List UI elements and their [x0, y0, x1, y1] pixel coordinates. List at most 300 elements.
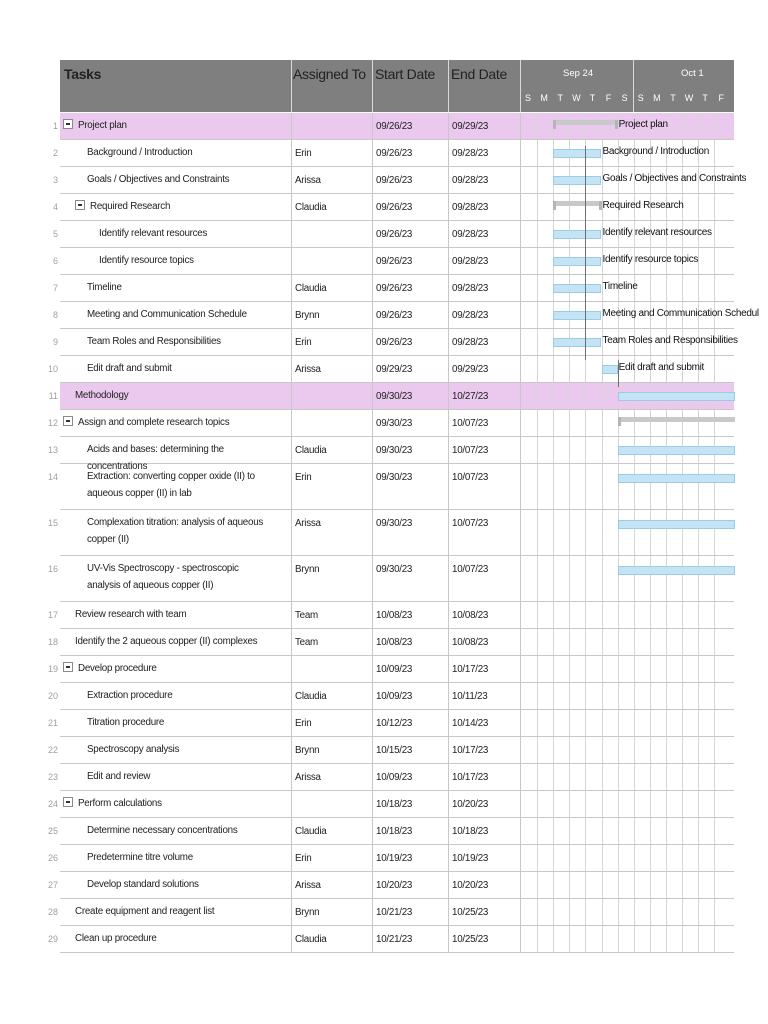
gantt-gridline: [714, 872, 715, 898]
day-letter: S: [525, 93, 532, 103]
gantt-gridline: [553, 818, 554, 844]
start-date-cell[interactable]: 10/18/23: [372, 791, 448, 817]
task-name: Extraction: converting copper oxide (II) to aqueous copper (II) in lab: [87, 471, 255, 499]
table-row[interactable]: [47, 656, 734, 683]
gantt-gridline: [553, 764, 554, 790]
gantt-gridline: [602, 764, 603, 790]
task-name-cell[interactable]: [60, 764, 291, 790]
row-number: 8: [52, 310, 58, 320]
gantt-gridline: [682, 629, 683, 655]
gantt-timeline-cell: [520, 113, 734, 139]
row-number: 10: [47, 364, 58, 374]
gantt-bar-label: Identify resource topics: [602, 254, 699, 265]
end-date-cell[interactable]: 10/17/23: [448, 764, 520, 790]
header-divider: [291, 60, 292, 112]
table-row[interactable]: [47, 764, 734, 791]
gantt-bar-label: Meeting and Communication Schedul: [602, 308, 759, 319]
start-date-cell[interactable]: 09/30/23: [372, 556, 448, 601]
gantt-gridline: [553, 356, 554, 382]
assignee-cell[interactable]: [291, 791, 372, 817]
task-bar[interactable]: [553, 149, 601, 158]
header-start-date[interactable]: Start Date: [375, 66, 436, 82]
task-name-cell[interactable]: [60, 194, 291, 220]
start-date-cell[interactable]: 10/08/23: [372, 602, 448, 628]
start-date-cell[interactable]: 09/30/23: [372, 464, 448, 509]
task-bar[interactable]: [553, 284, 601, 293]
task-name-cell[interactable]: [60, 602, 291, 628]
week-label-oct-1: Oct 1: [681, 68, 704, 79]
gantt-gridline: [537, 629, 538, 655]
header-end-date[interactable]: End Date: [451, 66, 507, 82]
table-row[interactable]: [47, 845, 734, 872]
task-bar[interactable]: [602, 365, 618, 374]
gantt-gridline: [553, 510, 554, 555]
end-date-cell[interactable]: 09/28/23: [448, 221, 520, 247]
end-date-cell[interactable]: 09/28/23: [448, 167, 520, 193]
task-name-cell[interactable]: [60, 140, 291, 166]
assignee-cell[interactable]: Erin: [291, 710, 372, 736]
gantt-gridline: [585, 872, 586, 898]
end-date-cell[interactable]: 10/17/23: [448, 737, 520, 763]
start-date-cell[interactable]: 10/20/23: [372, 872, 448, 898]
gantt-gridline: [585, 510, 586, 555]
assignee-cell[interactable]: Claudia: [291, 818, 372, 844]
assignee-cell[interactable]: [291, 113, 372, 139]
gantt-gridline: [618, 556, 619, 601]
row-number: 13: [47, 445, 58, 455]
table-row[interactable]: [52, 140, 734, 167]
gantt-gridline: [634, 510, 635, 555]
task-name: Acids and bases: determining the concentrations: [87, 444, 224, 472]
gantt-gridline: [585, 683, 586, 709]
start-date-cell[interactable]: 09/26/23: [372, 140, 448, 166]
gantt-gridline: [569, 710, 570, 736]
end-date-cell[interactable]: 10/07/23: [448, 410, 520, 436]
gantt-gridline: [569, 437, 570, 463]
collapse-toggle-icon[interactable]: [63, 662, 73, 672]
task-name-cell[interactable]: [60, 329, 291, 355]
assignee-cell[interactable]: Claudia: [291, 437, 372, 463]
gantt-gridline: [682, 926, 683, 952]
gantt-gridline: [666, 710, 667, 736]
gantt-gridline: [602, 737, 603, 763]
table-row[interactable]: [52, 221, 734, 248]
summary-bar[interactable]: [553, 120, 617, 125]
end-date-cell[interactable]: 09/28/23: [448, 329, 520, 355]
assignee-cell[interactable]: Arissa: [291, 167, 372, 193]
table-row[interactable]: [47, 356, 734, 383]
assignee-cell[interactable]: Arissa: [291, 510, 372, 555]
table-row[interactable]: [47, 602, 734, 629]
assignee-cell[interactable]: [291, 248, 372, 274]
task-name: Project plan: [78, 120, 127, 131]
table-row[interactable]: [47, 410, 734, 437]
assignee-cell[interactable]: [291, 221, 372, 247]
row-number: 18: [47, 637, 58, 647]
gantt-gridline: [714, 710, 715, 736]
gantt-gridline: [698, 556, 699, 601]
gantt-gridline: [618, 737, 619, 763]
task-bar[interactable]: [553, 311, 601, 320]
table-row[interactable]: [52, 113, 734, 140]
gantt-gridline: [602, 437, 603, 463]
task-name: Spectroscopy analysis: [87, 744, 180, 755]
end-date-cell[interactable]: 10/19/23: [448, 845, 520, 871]
start-date-cell[interactable]: 09/30/23: [372, 437, 448, 463]
gantt-gridline: [569, 845, 570, 871]
gantt-timeline-cell: [520, 248, 734, 274]
assignee-cell[interactable]: [291, 656, 372, 682]
gantt-gridline: [585, 437, 586, 463]
task-name-cell[interactable]: [60, 899, 291, 925]
task-name-cell[interactable]: [60, 302, 291, 328]
task-name-cell[interactable]: [60, 464, 291, 509]
gantt-gridline: [553, 410, 554, 436]
gantt-gridline: [537, 764, 538, 790]
gantt-gridline: [682, 845, 683, 871]
table-row[interactable]: [52, 167, 747, 194]
gantt-gridline: [698, 248, 699, 274]
gantt-gridline: [650, 656, 651, 682]
gantt-gridline: [585, 410, 586, 436]
task-name-cell[interactable]: [60, 410, 291, 436]
gantt-gridline: [634, 818, 635, 844]
task-name-cell[interactable]: [60, 356, 291, 382]
gantt-gridline: [698, 899, 699, 925]
gantt-gridline: [585, 656, 586, 682]
start-date-cell[interactable]: 10/19/23: [372, 845, 448, 871]
row-number: 24: [47, 799, 58, 809]
assignee-cell[interactable]: Brynn: [291, 737, 372, 763]
assignee-cell[interactable]: Claudia: [291, 275, 372, 301]
end-date-cell[interactable]: 10/11/23: [448, 683, 520, 709]
day-letter: W: [572, 93, 581, 103]
task-bar[interactable]: [553, 257, 601, 266]
start-date-cell[interactable]: 09/26/23: [372, 194, 448, 220]
gantt-gridline: [569, 791, 570, 817]
start-date-cell[interactable]: 09/26/23: [372, 329, 448, 355]
task-name-cell[interactable]: [60, 437, 291, 472]
gantt-gridline: [634, 656, 635, 682]
end-date-cell[interactable]: 10/08/23: [448, 602, 520, 628]
task-name: UV-Vis Spectroscopy - spectroscopic analysis of aqueous copper (II): [87, 563, 239, 591]
table-row[interactable]: [47, 683, 734, 710]
gantt-gridline: [698, 737, 699, 763]
start-date-cell[interactable]: 10/18/23: [372, 818, 448, 844]
summary-bar[interactable]: [553, 201, 601, 206]
gantt-gridline: [585, 602, 586, 628]
end-date-cell[interactable]: 09/28/23: [448, 275, 520, 301]
gantt-timeline-cell: [520, 194, 734, 220]
end-date-cell[interactable]: 09/29/23: [448, 356, 520, 382]
start-date-cell[interactable]: 10/09/23: [372, 656, 448, 682]
table-row[interactable]: [48, 383, 734, 410]
gantt-gridline: [714, 410, 715, 436]
gantt-gridline: [569, 356, 570, 382]
table-row[interactable]: [47, 464, 734, 510]
day-letter: M: [540, 93, 548, 103]
start-date-cell[interactable]: 10/12/23: [372, 710, 448, 736]
start-date-cell[interactable]: 09/26/23: [372, 113, 448, 139]
task-name: Assign and complete research topics: [78, 417, 230, 428]
table-row[interactable]: [47, 437, 734, 472]
gantt-gridline: [650, 556, 651, 601]
task-name-cell[interactable]: [60, 737, 291, 763]
task-bar[interactable]: [618, 392, 735, 401]
task-name-cell[interactable]: [60, 113, 291, 139]
start-date-cell[interactable]: 09/29/23: [372, 356, 448, 382]
end-date-cell[interactable]: 09/28/23: [448, 194, 520, 220]
start-date-cell[interactable]: 10/09/23: [372, 764, 448, 790]
end-date-cell[interactable]: 10/08/23: [448, 629, 520, 655]
summary-bar[interactable]: [618, 417, 735, 422]
assignee-cell[interactable]: Arissa: [291, 872, 372, 898]
end-date-cell[interactable]: 09/29/23: [448, 113, 520, 139]
row-number: 14: [47, 472, 58, 482]
end-date-cell[interactable]: 10/20/23: [448, 872, 520, 898]
gantt-gridline: [602, 602, 603, 628]
gantt-gridline: [666, 845, 667, 871]
gantt-gridline: [618, 510, 619, 555]
gantt-gridline: [537, 302, 538, 328]
gantt-gridline: [569, 410, 570, 436]
collapse-toggle-icon[interactable]: [63, 119, 73, 129]
end-date-cell[interactable]: 10/14/23: [448, 710, 520, 736]
end-date-cell[interactable]: 10/07/23: [448, 464, 520, 509]
week-label-sep-24: Sep 24: [563, 68, 594, 79]
end-date-cell[interactable]: 10/17/23: [448, 656, 520, 682]
task-name-cell[interactable]: [60, 656, 291, 682]
table-row[interactable]: [52, 302, 759, 329]
gantt-gridline: [682, 556, 683, 601]
start-date-cell[interactable]: 10/08/23: [372, 629, 448, 655]
gantt-gridline: [537, 683, 538, 709]
gantt-gridline: [634, 737, 635, 763]
task-name-cell[interactable]: [60, 383, 291, 409]
table-row[interactable]: [47, 510, 734, 556]
start-date-cell[interactable]: 09/26/23: [372, 221, 448, 247]
row-number: 1: [52, 121, 58, 131]
start-date-cell[interactable]: 10/21/23: [372, 926, 448, 952]
row-number: 19: [47, 664, 58, 674]
task-bar[interactable]: [553, 176, 601, 185]
start-date-cell[interactable]: 09/26/23: [372, 167, 448, 193]
gantt-gridline: [537, 926, 538, 952]
gantt-gridline: [553, 872, 554, 898]
gantt-gridline: [698, 629, 699, 655]
row-number: 16: [47, 564, 58, 574]
gantt-gridline: [682, 683, 683, 709]
gantt-timeline-cell: [520, 556, 734, 601]
task-name-cell[interactable]: [60, 556, 291, 601]
task-name: Edit and review: [87, 771, 151, 782]
gantt-gridline: [537, 383, 538, 409]
gantt-gridline: [698, 764, 699, 790]
table-row[interactable]: [47, 791, 734, 818]
assignee-cell[interactable]: Brynn: [291, 556, 372, 601]
task-bar[interactable]: [618, 520, 735, 529]
gantt-gridline: [602, 656, 603, 682]
assignee-cell[interactable]: Claudia: [291, 683, 372, 709]
assignee-cell[interactable]: Claudia: [291, 194, 372, 220]
assignee-cell[interactable]: [291, 410, 372, 436]
assignee-cell[interactable]: Brynn: [291, 899, 372, 925]
collapse-toggle-icon[interactable]: [75, 200, 85, 210]
gantt-gridline: [666, 764, 667, 790]
gantt-gridline: [634, 464, 635, 509]
end-date-cell[interactable]: 10/25/23: [448, 926, 520, 952]
task-name-cell[interactable]: [60, 510, 291, 555]
gantt-gridline: [537, 464, 538, 509]
task-name-cell[interactable]: [60, 275, 291, 301]
assignee-cell[interactable]: Erin: [291, 329, 372, 355]
gantt-gridline: [714, 656, 715, 682]
task-name: Identify resource topics: [99, 255, 194, 266]
table-row[interactable]: [47, 737, 734, 764]
table-row[interactable]: [47, 872, 734, 899]
table-row[interactable]: [47, 629, 734, 656]
assignee-cell[interactable]: Team: [291, 602, 372, 628]
gantt-gridline: [537, 791, 538, 817]
assignee-cell[interactable]: Arissa: [291, 764, 372, 790]
task-name-cell[interactable]: [60, 167, 291, 193]
task-name-cell[interactable]: [60, 221, 291, 247]
gantt-timeline-cell: [520, 710, 734, 736]
table-row[interactable]: [47, 556, 734, 602]
gantt-gridline: [569, 464, 570, 509]
gantt-gridline: [634, 629, 635, 655]
header-tasks[interactable]: Tasks: [64, 66, 102, 82]
gantt-gridline: [585, 899, 586, 925]
gantt-timeline-cell: [520, 464, 734, 509]
table-row[interactable]: [47, 899, 734, 926]
table-row[interactable]: [47, 926, 734, 953]
gantt-gridline: [698, 464, 699, 509]
table-row[interactable]: [52, 275, 734, 302]
collapse-toggle-icon[interactable]: [63, 797, 73, 807]
start-date-cell[interactable]: 09/30/23: [372, 510, 448, 555]
gantt-gridline: [714, 248, 715, 274]
gantt-gridline: [682, 410, 683, 436]
gantt-gridline: [666, 275, 667, 301]
gantt-timeline-cell: [520, 845, 734, 871]
start-date-cell[interactable]: 10/09/23: [372, 683, 448, 709]
task-name-cell[interactable]: [60, 926, 291, 952]
end-date-cell[interactable]: 10/07/23: [448, 510, 520, 555]
table-row[interactable]: [52, 194, 734, 221]
task-name-cell[interactable]: [60, 683, 291, 709]
row-number: 15: [47, 518, 58, 528]
assignee-cell[interactable]: Brynn: [291, 302, 372, 328]
gantt-gridline: [553, 926, 554, 952]
row-number: 22: [47, 745, 58, 755]
gantt-gridline: [714, 926, 715, 952]
end-date-cell[interactable]: 09/28/23: [448, 140, 520, 166]
row-number: 20: [47, 691, 58, 701]
gantt-gridline: [602, 464, 603, 509]
gantt-gridline: [650, 464, 651, 509]
table-row[interactable]: [52, 248, 734, 275]
task-name-cell[interactable]: [60, 629, 291, 655]
gantt-gridline: [618, 629, 619, 655]
table-row[interactable]: [47, 710, 734, 737]
gantt-gridline: [666, 791, 667, 817]
collapse-toggle-icon[interactable]: [63, 416, 73, 426]
gantt-gridline: [602, 556, 603, 601]
assignee-cell[interactable]: [291, 383, 372, 409]
end-date-cell[interactable]: 09/28/23: [448, 302, 520, 328]
task-bar[interactable]: [618, 446, 735, 455]
start-date-cell[interactable]: 09/26/23: [372, 302, 448, 328]
gantt-timeline-cell: [520, 302, 759, 328]
end-date-cell[interactable]: 10/20/23: [448, 791, 520, 817]
task-name-cell[interactable]: [60, 248, 291, 274]
gantt-gridline: [698, 845, 699, 871]
gantt-gridline: [634, 556, 635, 601]
gantt-gridline: [714, 221, 715, 247]
gantt-gridline: [682, 275, 683, 301]
assignee-cell[interactable]: Erin: [291, 464, 372, 509]
gantt-gridline: [698, 602, 699, 628]
task-name-cell[interactable]: [60, 845, 291, 871]
task-bar[interactable]: [618, 566, 735, 575]
start-date-cell[interactable]: 09/26/23: [372, 248, 448, 274]
assignee-cell[interactable]: Arissa: [291, 356, 372, 382]
end-date-cell[interactable]: 10/18/23: [448, 818, 520, 844]
gantt-gridline: [537, 510, 538, 555]
end-date-cell[interactable]: 10/07/23: [448, 556, 520, 601]
day-letter: T: [589, 93, 596, 103]
gantt-gridline: [602, 818, 603, 844]
gantt-gridline: [650, 764, 651, 790]
start-date-cell[interactable]: 10/15/23: [372, 737, 448, 763]
task-bar[interactable]: [553, 230, 601, 239]
gantt-gridline: [666, 656, 667, 682]
gantt-gridline: [618, 818, 619, 844]
assignee-cell[interactable]: Claudia: [291, 926, 372, 952]
task-bar[interactable]: [553, 338, 601, 347]
gantt-gridline: [666, 410, 667, 436]
gantt-gridline: [650, 510, 651, 555]
gantt-gridline: [714, 683, 715, 709]
start-date-cell[interactable]: 09/26/23: [372, 275, 448, 301]
table-row[interactable]: [52, 329, 738, 356]
task-name-cell[interactable]: [60, 791, 291, 817]
assignee-cell[interactable]: Erin: [291, 845, 372, 871]
gantt-gridline: [585, 710, 586, 736]
assignee-cell[interactable]: Erin: [291, 140, 372, 166]
end-date-cell[interactable]: 10/27/23: [448, 383, 520, 409]
gantt-gridline: [537, 437, 538, 463]
gantt-gridline: [618, 602, 619, 628]
task-bar[interactable]: [618, 474, 735, 483]
task-name-cell[interactable]: [60, 710, 291, 736]
table-row[interactable]: [47, 818, 734, 845]
start-date-cell[interactable]: 10/21/23: [372, 899, 448, 925]
header-assigned-to[interactable]: Assigned To: [293, 66, 366, 82]
gantt-gridline: [618, 656, 619, 682]
start-date-cell[interactable]: 09/30/23: [372, 410, 448, 436]
start-date-cell[interactable]: 09/30/23: [372, 383, 448, 409]
task-name-cell[interactable]: [60, 818, 291, 844]
assignee-cell[interactable]: Team: [291, 629, 372, 655]
task-name-cell[interactable]: [60, 872, 291, 898]
gantt-gridline: [666, 556, 667, 601]
end-date-cell[interactable]: 10/07/23: [448, 437, 520, 463]
end-date-cell[interactable]: 09/28/23: [448, 248, 520, 274]
end-date-cell[interactable]: 10/25/23: [448, 899, 520, 925]
gantt-timeline-cell: [520, 899, 734, 925]
